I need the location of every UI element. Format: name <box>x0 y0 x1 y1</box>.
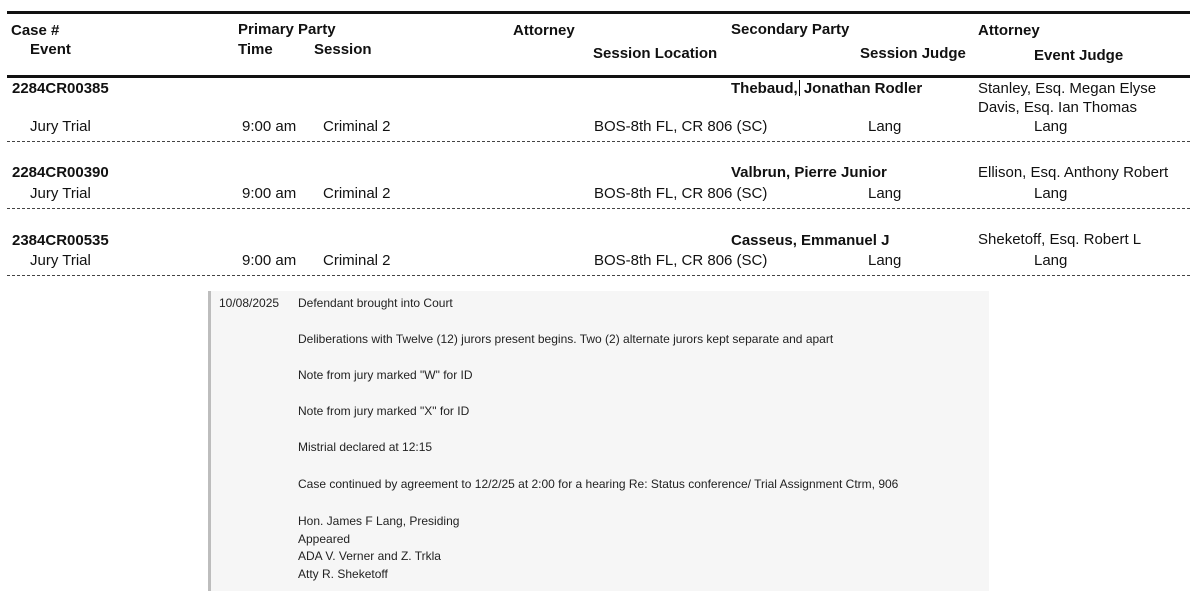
docket-entry: Note from jury marked "X" for ID <box>298 404 470 418</box>
secondary-party <box>731 232 889 249</box>
attorney: Ellison, Esq. Anthony Robert <box>978 164 1169 181</box>
docket-entry: Note from jury marked "W" for ID <box>298 368 473 382</box>
docket-date: 10/08/2025 <box>219 296 280 310</box>
case-number[interactable]: 2284CR00385 <box>12 80 109 97</box>
text-cursor <box>799 80 800 96</box>
row-divider <box>7 275 1190 276</box>
attorney: Davis, Esq. Ian Thomas <box>978 99 1137 116</box>
header-primary-party: Primary Party <box>238 21 336 38</box>
session-judge: Lang <box>868 118 902 135</box>
session-judge: Lang <box>868 252 902 269</box>
secondary-party <box>731 164 887 181</box>
party-last-name: Valbrun, <box>731 164 791 181</box>
docket-entry: Defendant brought into Court <box>298 296 453 310</box>
secondary-party <box>731 80 922 97</box>
header-secondary-party: Secondary Party <box>731 21 850 38</box>
header-session-location: Session Location <box>593 45 718 62</box>
session-location: BOS-8th FL, CR 806 (SC) <box>594 252 768 269</box>
case-number[interactable]: 2384CR00535 <box>12 232 109 249</box>
attorney: Sheketoff, Esq. Robert L <box>978 231 1142 248</box>
party-first-name: Emmanuel J <box>801 232 890 249</box>
event-time: 9:00 am <box>242 252 297 269</box>
session-location: BOS-8th FL, CR 806 (SC) <box>594 185 768 202</box>
top-rule <box>7 11 1190 14</box>
event-judge: Lang <box>1034 118 1068 135</box>
session-name: Criminal 2 <box>323 252 391 269</box>
docket-notes-panel <box>208 291 989 591</box>
header-time: Time <box>238 41 273 58</box>
header-rule <box>7 75 1190 78</box>
session-name: Criminal 2 <box>323 185 391 202</box>
appearance-line: Appeared <box>298 532 351 546</box>
event-judge: Lang <box>1034 252 1068 269</box>
header-attorney-2: Attorney <box>978 22 1040 39</box>
session-name: Criminal 2 <box>323 118 391 135</box>
docket-entry: Mistrial declared at 12:15 <box>298 440 433 454</box>
row-divider <box>7 208 1190 209</box>
event-time: 9:00 am <box>242 118 297 135</box>
event-time: 9:00 am <box>242 185 297 202</box>
header-session: Session <box>314 41 372 58</box>
session-location: BOS-8th FL, CR 806 (SC) <box>594 118 768 135</box>
event-type: Jury Trial <box>30 118 91 135</box>
case-number[interactable]: 2284CR00390 <box>12 164 109 181</box>
event-type: Jury Trial <box>30 252 91 269</box>
party-first-name: Pierre Junior <box>794 164 887 181</box>
appearance-line: Hon. James F Lang, Presiding <box>298 514 460 528</box>
header-session-judge: Session Judge <box>860 45 966 62</box>
row-divider <box>7 141 1190 142</box>
party-last-name: Casseus, <box>731 232 797 249</box>
header-attorney-1: Attorney <box>513 22 575 39</box>
header-event: Event <box>30 41 71 58</box>
event-judge: Lang <box>1034 185 1068 202</box>
docket-entry: Case continued by agreement to 12/2/25 at 2:00 for a hearing Re: Status conference/ Trial Assignment Ctrm, 906 <box>298 477 899 491</box>
docket-entry: Deliberations with Twelve (12) jurors present begins. Two (2) alternate jurors kept separate and apart <box>298 332 834 346</box>
header-case-no: Case # <box>11 22 60 39</box>
appearance-line: Atty R. Sheketoff <box>298 567 388 581</box>
session-judge: Lang <box>868 185 902 202</box>
party-first-name: Jonathan Rodler <box>803 80 923 97</box>
header-event-judge: Event Judge <box>1034 47 1124 64</box>
event-type: Jury Trial <box>30 185 91 202</box>
attorney: Stanley, Esq. Megan Elyse <box>978 80 1157 97</box>
party-last-name: Thebaud, <box>731 80 798 97</box>
appearance-line: ADA V. Verner and Z. Trkla <box>298 549 441 563</box>
